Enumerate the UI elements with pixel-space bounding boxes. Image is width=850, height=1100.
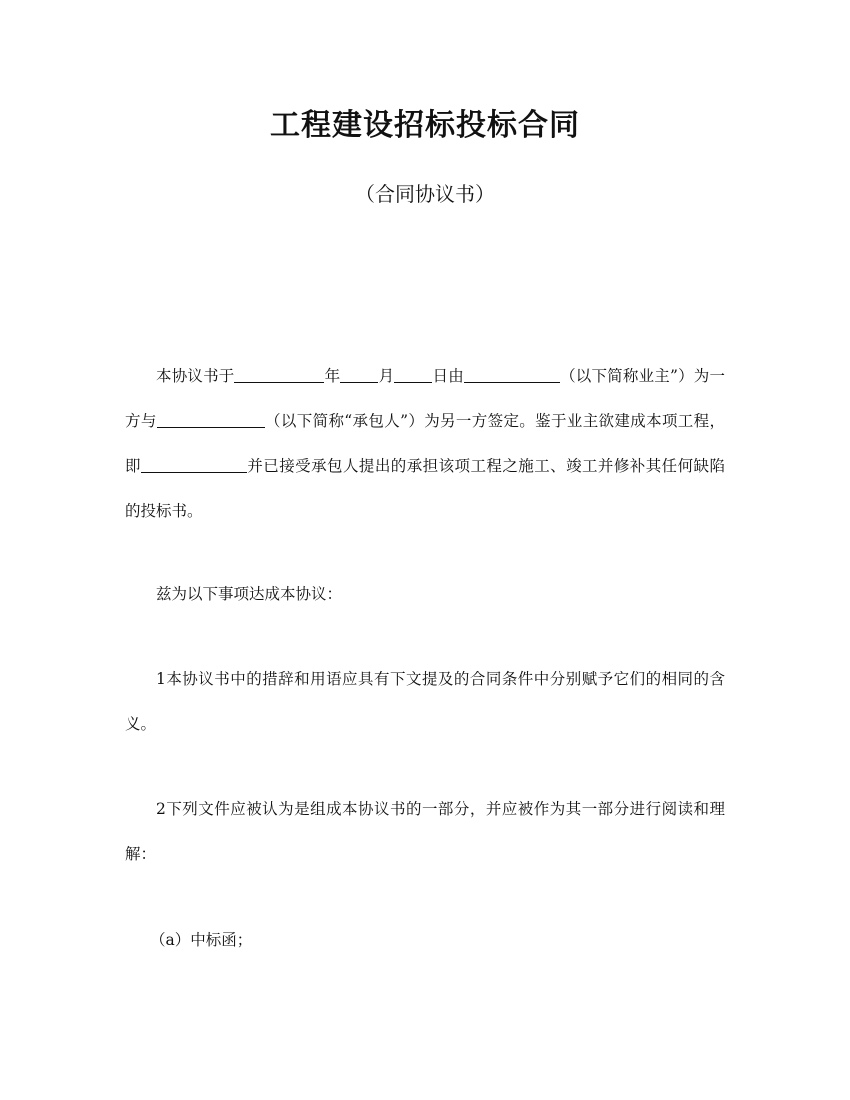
blank-owner bbox=[464, 367, 560, 384]
intro-text-4: 日由 bbox=[432, 367, 464, 385]
intro-text-2: 年 bbox=[324, 367, 341, 385]
document-subtitle: （合同协议书） bbox=[355, 182, 495, 206]
item-a: （a）中标函； bbox=[150, 931, 253, 949]
intro-text-3: 月 bbox=[378, 367, 395, 385]
blank-project bbox=[141, 457, 247, 474]
blank-month bbox=[340, 367, 378, 384]
intro-paragraph bbox=[125, 354, 725, 534]
agreement-statement: 兹为以下事项达成本协议： bbox=[156, 585, 343, 603]
intro-text-5: （以下简称业主”）为一方与 bbox=[125, 367, 725, 430]
clause-1: 1本协议书中的措辞和用语应具有下文提及的合同条件中分别赋予它们的相同的含义。 bbox=[125, 670, 725, 733]
blank-contractor bbox=[157, 412, 265, 429]
clause-2: 2下列文件应被认为是组成本协议书的一部分，并应被作为其一部分进行阅读和理解： bbox=[125, 800, 725, 863]
blank-year bbox=[234, 367, 324, 384]
document-title: 工程建设招标投标合同 bbox=[270, 108, 580, 143]
blank-day bbox=[394, 367, 432, 384]
intro-text-1: 本协议书于 bbox=[156, 367, 235, 385]
intro-text-7: 并已接受承包人提出的承担该项工程之施工、竣工并修补其任何缺陷的投标书。 bbox=[125, 457, 725, 520]
intro-text-6: （以下简称“承包人”）为另一方签定。鉴于业主欲建成本项工程，即 bbox=[125, 412, 725, 475]
